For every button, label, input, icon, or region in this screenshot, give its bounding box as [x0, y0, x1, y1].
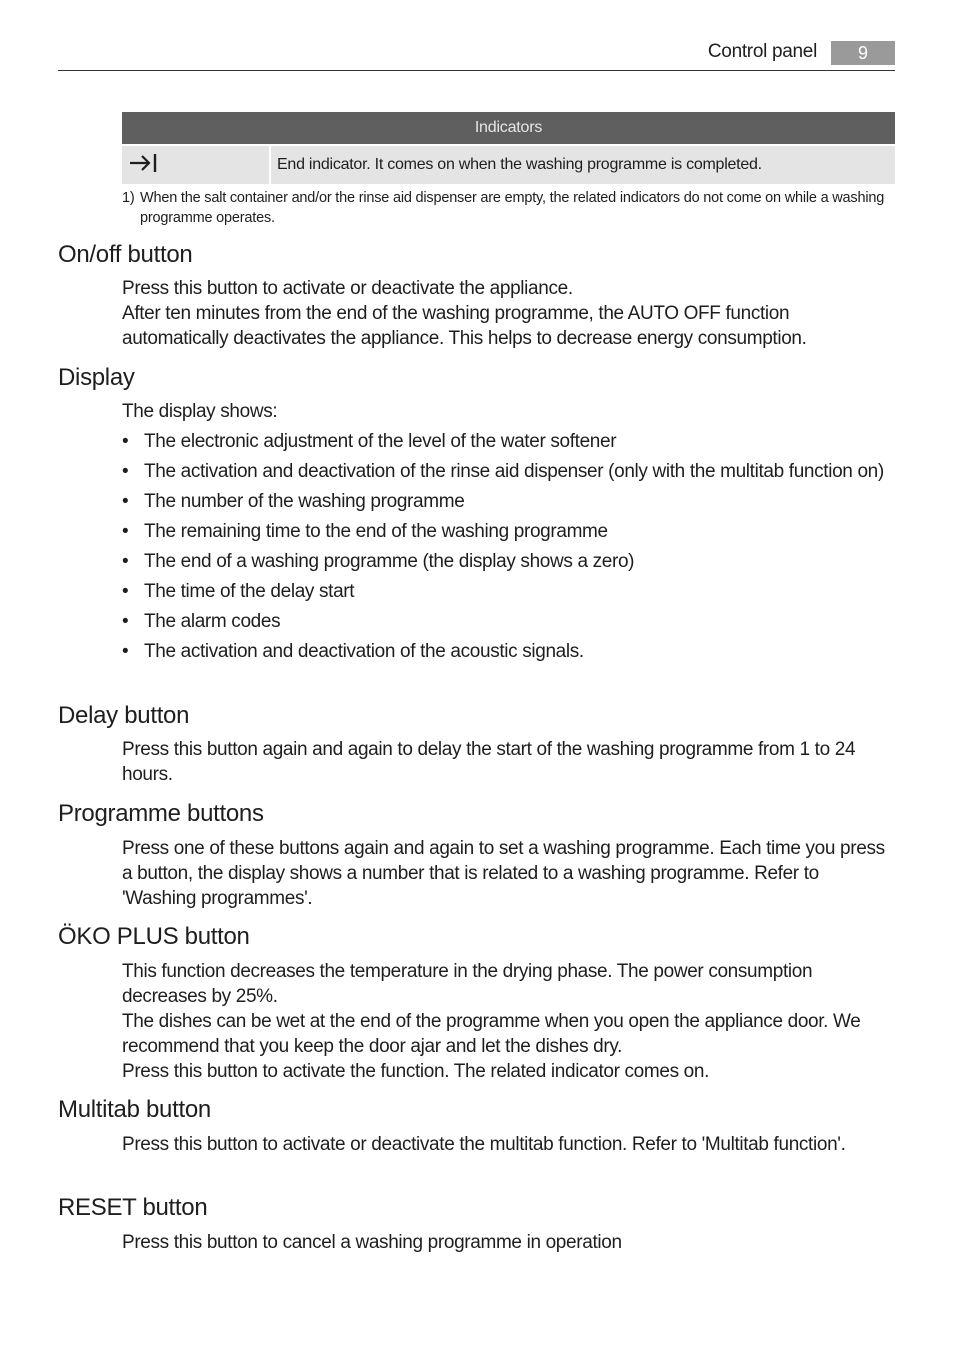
oko-paragraph-1: This function decreases the temperature in the drying phase. The power consumption decreases by 25%.	[122, 961, 813, 1007]
heading-oko-plus-button: ÖKO PLUS button	[58, 923, 250, 950]
display-list	[122, 429, 897, 669]
delay-paragraph: Press this button again and again to delay the start of the washing programme from 1 to 24 hours.	[122, 739, 856, 785]
list-item: • The number of the washing programme	[122, 491, 465, 512]
oko-paragraph-3: Press this button to activate the function. The related indicator comes on.	[122, 1061, 710, 1082]
bullet: •	[122, 521, 129, 542]
list-item: • The time of the delay start	[122, 581, 355, 602]
heading-display: Display	[58, 364, 135, 391]
bullet: •	[122, 641, 129, 662]
heading-multitab-button: Multitab button	[58, 1096, 211, 1123]
indicators-table	[122, 112, 895, 184]
bullet: •	[122, 581, 129, 602]
list-item: • The remaining time to the end of the washing programme	[122, 521, 608, 542]
indicators-table-header: Indicators	[122, 112, 895, 145]
bullet: •	[122, 431, 129, 452]
onoff-paragraph-2: After ten minutes from the end of the washing programme, the AUTO OFF function automatically deactivates the appliance. This helps to decrease energy consumption.	[122, 303, 807, 349]
heading-onoff-button: On/off button	[58, 241, 193, 268]
footnote	[122, 188, 897, 228]
reset-paragraph: Press this button to cancel a washing programme in operation	[122, 1232, 622, 1253]
table-row	[122, 145, 895, 184]
heading-delay-button: Delay button	[58, 702, 190, 729]
list-item: • The electronic adjustment of the level of the water softener	[122, 431, 617, 452]
bullet: •	[122, 611, 129, 632]
list-item: • The activation and deactivation of the rinse aid dispenser (only with the multitab function on)	[122, 461, 884, 482]
list-item: • The activation and deactivation of the acoustic signals.	[122, 641, 584, 662]
programme-paragraph: Press one of these buttons again and again to set a washing programme. Each time you press a button, the display shows a number that is related to a washing programme. Refer to 'Washing programmes'.	[122, 838, 885, 909]
list-item: • The end of a washing programme (the display shows a zero)	[122, 551, 635, 572]
oko-paragraph-2: The dishes can be wet at the end of the programme when you open the appliance door. We recommend that you keep the door ajar and let the dishes dry.	[122, 1011, 861, 1057]
heading-reset-button: RESET button	[58, 1194, 208, 1221]
multitab-paragraph: Press this button to activate or deactivate the multitab function. Refer to 'Multitab function'.	[122, 1134, 846, 1155]
indicator-description: End indicator. It comes on when the washing programme is completed.	[270, 145, 895, 184]
page-number: 9	[831, 41, 895, 65]
bullet: •	[122, 461, 129, 482]
end-arrow-icon	[122, 145, 270, 184]
bullet: •	[122, 491, 129, 512]
footnote-text: When the salt container and/or the rinse aid dispenser are empty, the related indicators do not come on while a washing programme operates.	[140, 190, 885, 226]
list-item: • The alarm codes	[122, 611, 281, 632]
page-header	[58, 40, 895, 71]
header-title: Control panel	[707, 41, 817, 62]
footnote-number: 1)	[122, 190, 135, 206]
heading-programme-buttons: Programme buttons	[58, 800, 264, 827]
onoff-paragraph-1: Press this button to activate or deactivate the appliance.	[122, 278, 573, 299]
bullet: •	[122, 551, 129, 572]
display-intro: The display shows:	[122, 401, 278, 422]
